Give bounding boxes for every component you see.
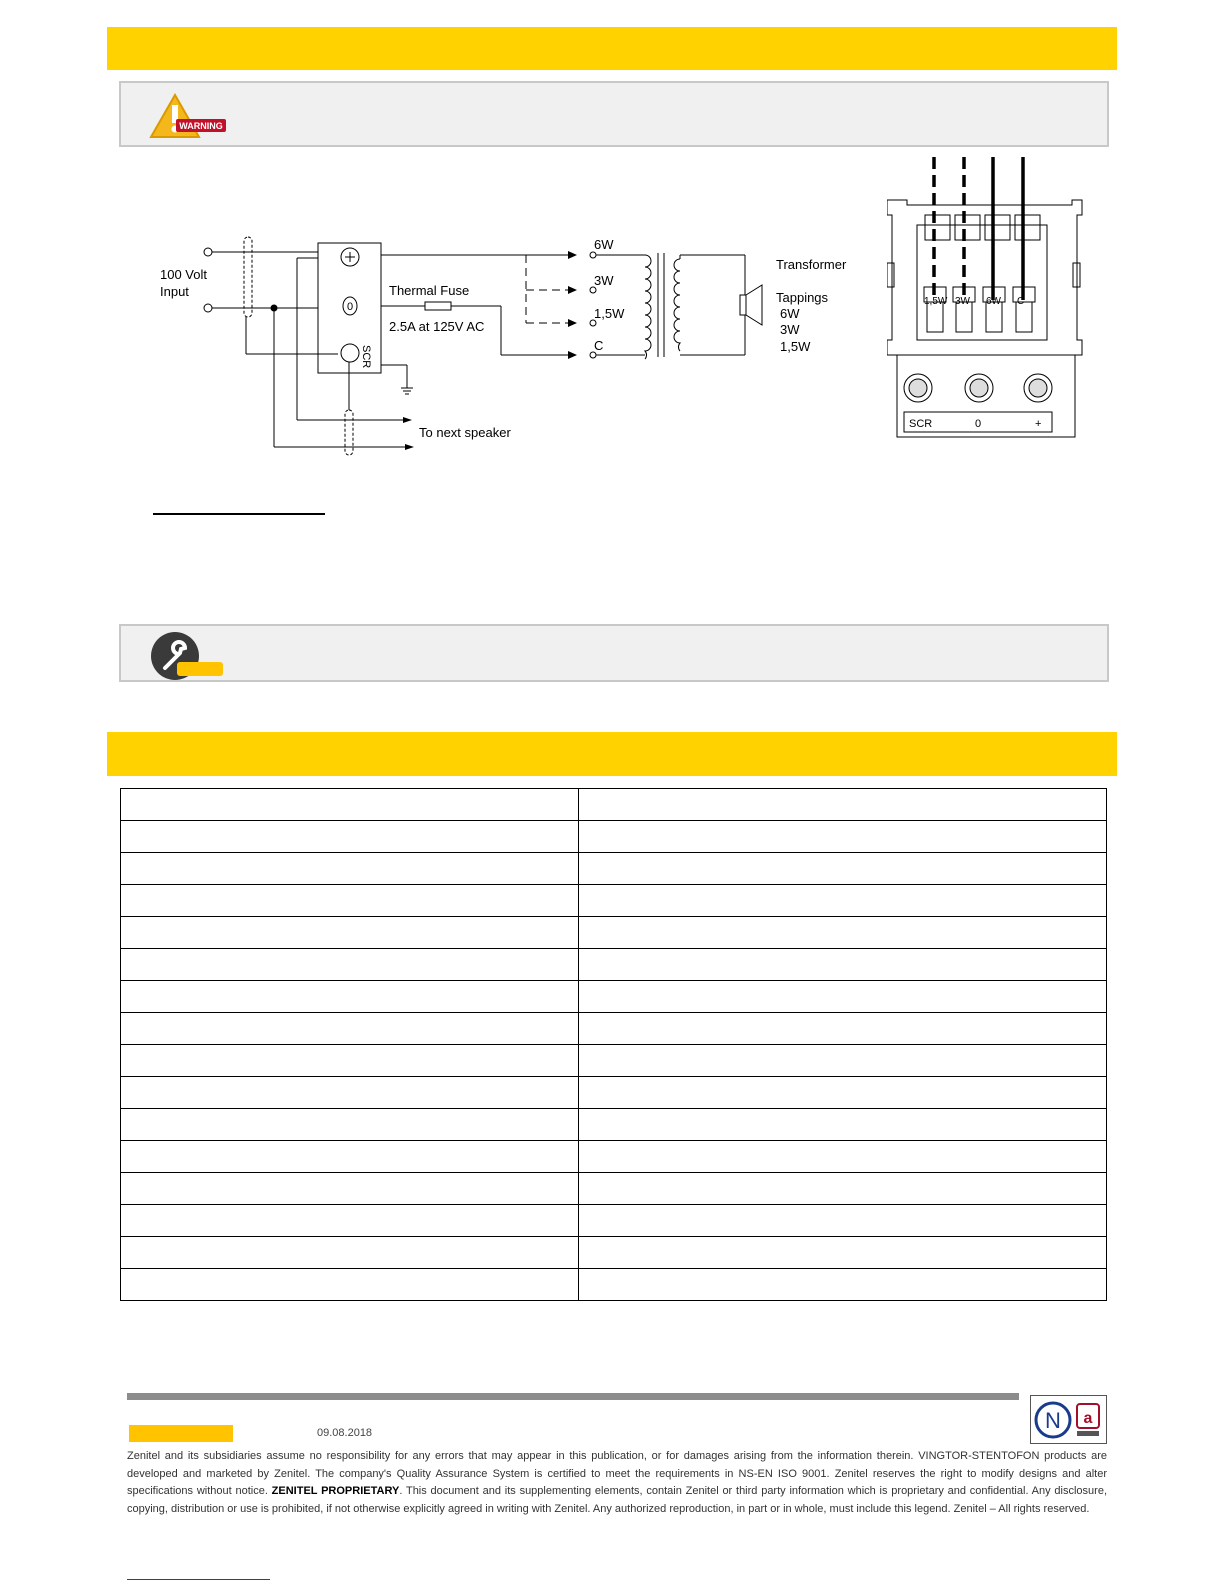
warning-badge-text: WARNING [179, 121, 223, 131]
table-cell [579, 821, 1107, 853]
tool-notice [119, 624, 1109, 682]
disclaimer-part1: Zenitel and its subsidiaries assume no responsibility for any errors that may appear in this publication, or for damages arising from the information therein. VINGTOR-STENTOFON products are developed and marketed by Zenitel. The company's Quality Assurance System is certified to meet the requirements in NS-EN ISO 9001. Zenitel reserves the right to modify designs and alter specifications without notice. [127, 1450, 1107, 1497]
table-cell [579, 1045, 1107, 1077]
spec-table [120, 788, 1107, 1301]
table-cell [121, 1013, 579, 1045]
zero-symbol: 0 [346, 301, 354, 313]
tap-3w: 3W [594, 273, 614, 288]
table-cell [579, 1109, 1107, 1141]
table-cell [579, 1077, 1107, 1109]
tap-15w: 1,5W [594, 306, 625, 321]
warning-icon [149, 93, 239, 143]
plus-symbol: + [349, 262, 351, 263]
table-cell [579, 885, 1107, 917]
table-cell [579, 1013, 1107, 1045]
footer-rule [127, 1393, 1019, 1400]
connector-tap-3w: 3W [955, 296, 970, 307]
connector-illustration [887, 155, 1097, 455]
table-row [121, 1013, 1107, 1045]
table-row [121, 1109, 1107, 1141]
table-cell [579, 1269, 1107, 1301]
table-cell [579, 981, 1107, 1013]
table-cell [121, 1205, 579, 1237]
table-row [121, 1141, 1107, 1173]
table-cell [121, 1237, 579, 1269]
table-row [121, 789, 1107, 821]
table-row [121, 1237, 1107, 1269]
table-cell [579, 949, 1107, 981]
table-row [121, 949, 1107, 981]
table-cell [121, 821, 579, 853]
wrench-icon [149, 628, 229, 688]
table-row [121, 981, 1107, 1013]
table-row [121, 1205, 1107, 1237]
connector-tap-6w: 6W [986, 296, 1001, 307]
table-cell [121, 789, 579, 821]
table-cell [121, 949, 579, 981]
table-row [121, 917, 1107, 949]
svg-text:a: a [1083, 1410, 1093, 1427]
next-speaker-label: To next speaker [419, 425, 511, 440]
table-row [121, 821, 1107, 853]
terminal-scr: SCR [909, 418, 933, 430]
input-label-line1: 100 Volt [160, 267, 207, 282]
certification-logo [1030, 1395, 1107, 1444]
tappings-6w: 6W [780, 306, 800, 321]
tappings-3w: 3W [780, 322, 800, 337]
table-cell [579, 1237, 1107, 1269]
proprietary-label: ZENITEL PROPRIETARY [271, 1485, 400, 1497]
table-row [121, 1077, 1107, 1109]
table-cell [121, 1173, 579, 1205]
table-cell [579, 1173, 1107, 1205]
table-cell [121, 981, 579, 1013]
disclaimer-part2: . This document and its supplementing elements, contain Zenitel or third party information which is proprietary and confidential. Any disclosure, copying, distribution or use is prohibited, if not otherwise explicitly agreed in writing with Zenitel. Any authorized reproduction, in part or in whole, must include this legend. Zenitel – All rights reserved. [127, 1485, 1107, 1515]
tap-6w: 6W [594, 237, 614, 252]
bottom-link-underline [127, 1579, 270, 1580]
fuse-rating: 2.5A at 125V AC [389, 319, 485, 334]
terminal-zero: 0 [975, 418, 982, 430]
connector-tap-c: C [1017, 296, 1025, 307]
table-row [121, 1269, 1107, 1301]
table-cell [579, 1205, 1107, 1237]
table-cell [121, 1077, 579, 1109]
section-band [107, 732, 1117, 776]
tap-c: C [594, 338, 604, 353]
table-row [121, 1045, 1107, 1077]
terminal-plus: + [1035, 418, 1042, 430]
table-cell [121, 1141, 579, 1173]
table-row [121, 1173, 1107, 1205]
table-cell [121, 1269, 579, 1301]
table-cell [121, 1109, 579, 1141]
table-cell [579, 789, 1107, 821]
table-cell [579, 853, 1107, 885]
footer-date: 09.08.2018 [317, 1427, 373, 1439]
scr-label: SCR [360, 345, 372, 369]
cert-letter: N [1045, 1408, 1061, 1433]
table-cell [121, 1045, 579, 1077]
input-label-line2: Input [160, 284, 189, 299]
table-cell [579, 1141, 1107, 1173]
transformer-label: Transformer [776, 257, 847, 272]
warning-notice [119, 81, 1109, 147]
table-row [121, 885, 1107, 917]
header-band [107, 27, 1117, 70]
table-row [121, 853, 1107, 885]
footer-disclaimer [127, 1448, 1107, 1518]
wiring-schematic [150, 225, 870, 470]
tappings-15w: 1,5W [780, 339, 811, 354]
table-cell [579, 917, 1107, 949]
table-cell [121, 885, 579, 917]
table-cell [121, 917, 579, 949]
connector-tap-15w: 1,5W [924, 296, 948, 307]
table-cell [121, 853, 579, 885]
section-underline [153, 513, 325, 515]
tappings-label: Tappings [776, 290, 829, 305]
thermal-fuse-label: Thermal Fuse [389, 283, 470, 298]
footer-tag [129, 1425, 233, 1442]
